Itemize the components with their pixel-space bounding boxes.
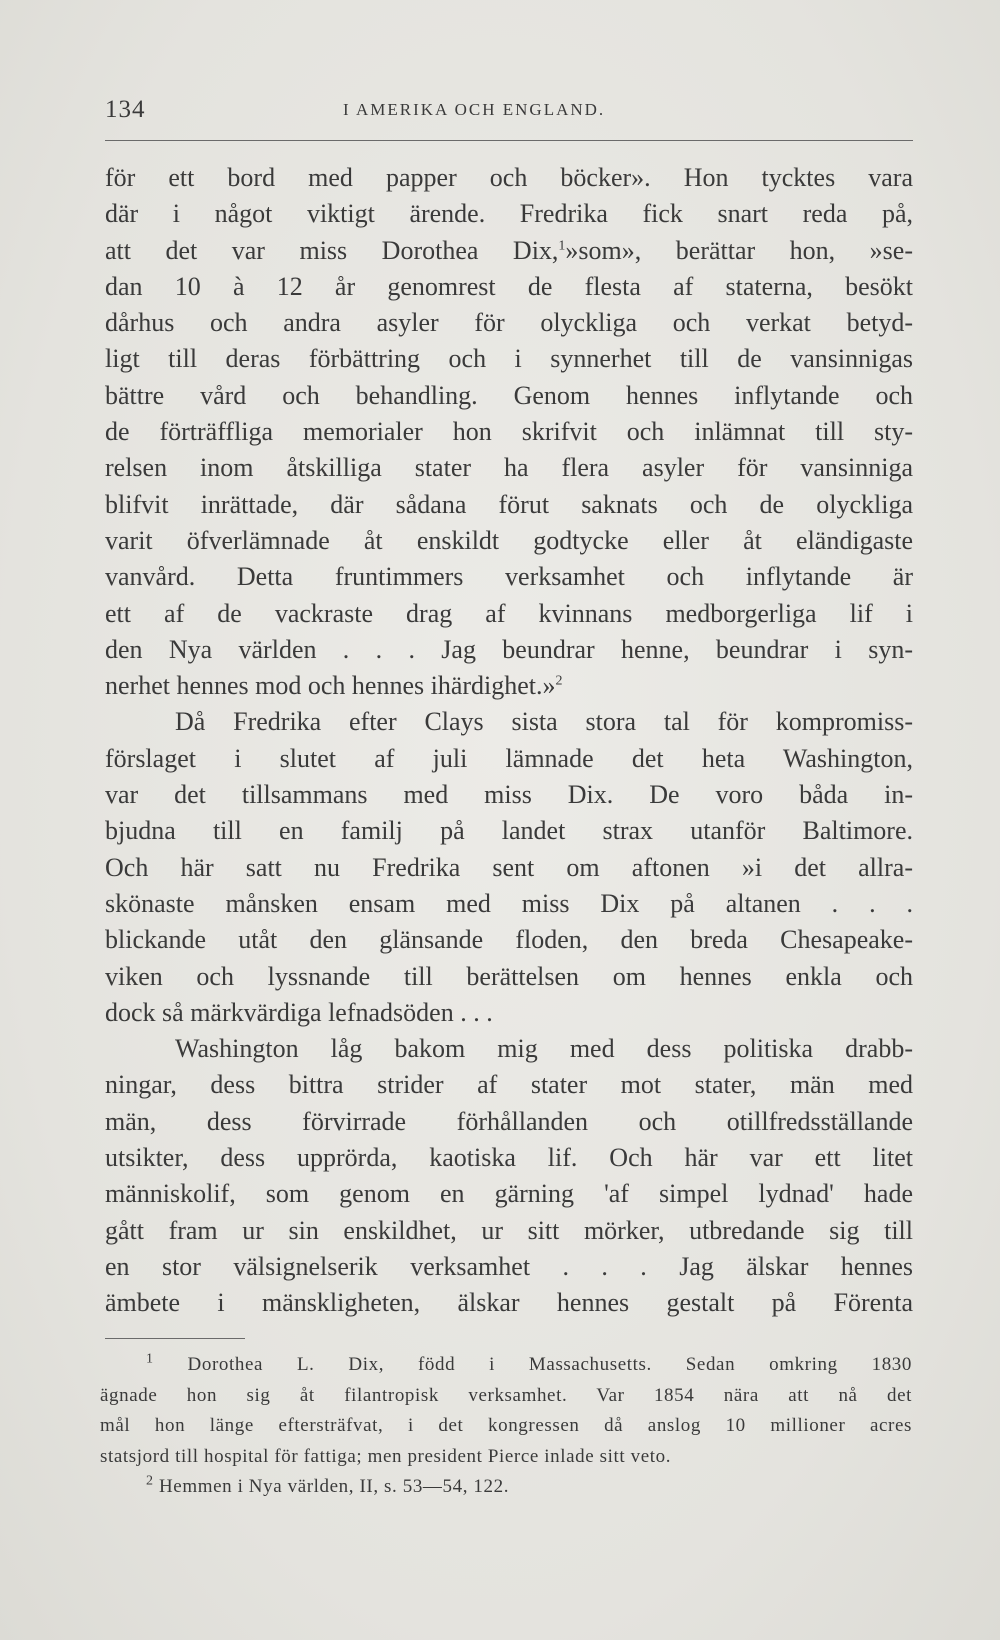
text-line: bättre vård och behandling. Genom hennes inflytande och xyxy=(105,380,913,410)
text-line: vanvård. Detta fruntimmers verksamhet och inflytande är xyxy=(105,562,913,592)
header-rule xyxy=(105,140,913,141)
text-line: blickande utåt den glänsande floden, den breda Chesapeake- xyxy=(105,925,913,955)
footnote-ref: 1 xyxy=(558,237,566,253)
footnote-mark: 1 xyxy=(146,1351,154,1367)
footnote-line: mål hon länge eftersträfvat, i det kongressen då anslog 10 millioner acres xyxy=(100,1415,912,1436)
text-line: förslaget i slutet af juli lämnade det heta Washington, xyxy=(105,743,913,773)
footnotes xyxy=(100,1350,912,1503)
footnote-text: Dorothea L. Dix, född i Massachusetts. Sedan omkring 1830 xyxy=(187,1354,912,1375)
text-line: var det tillsammans med miss Dix. De voro båda in- xyxy=(105,780,913,810)
footnote-line: ägnade hon sig åt filantropisk verksamhet. Var 1854 nära att nå det xyxy=(100,1384,912,1406)
text-line: människolif, som genom en gärning 'af simpel lydnad' hade xyxy=(105,1179,913,1209)
text-span: nerhet hennes mod och hennes ihärdighet.» xyxy=(105,671,556,701)
text-line: ligt till deras förbättring och i synnerhet till de vansinnigas xyxy=(105,344,913,374)
text-line: skönaste månsken ensam med miss Dix på altanen . . . xyxy=(105,888,913,918)
text-line: utsikter, dess upprörda, kaotiska lif. Och här var ett litet xyxy=(105,1143,913,1173)
text-line: ett af de vackraste drag af kvinnans medborgerliga lif i xyxy=(105,598,913,628)
text-line: män, dess förvirrade förhållanden och otillfredsställande xyxy=(105,1106,913,1136)
paragraph-start: Washington låg bakom mig med dess politiska drabb- xyxy=(175,1034,913,1064)
text-line: där i något viktigt ärende. Fredrika fick snart reda på, xyxy=(105,199,913,229)
text-line: Och här satt nu Fredrika sent om aftonen »i det allra- xyxy=(105,852,913,882)
text-line: den Nya världen . . . Jag beundrar henne, beundrar i syn- xyxy=(105,634,913,664)
text-line: dan 10 à 12 år genomrest de flesta af staterna, besökt xyxy=(105,271,913,301)
text-span: »som», berättar hon, »se- xyxy=(565,235,913,265)
text-line: bjudna till en familj på landet strax utanför Baltimore. xyxy=(105,816,913,846)
footnote-line xyxy=(100,1472,912,1503)
text-line: för ett bord med papper och böcker». Hon tycktes vara xyxy=(105,163,913,192)
page-number: 134 xyxy=(105,96,146,123)
text-line xyxy=(105,233,913,269)
footnote-line xyxy=(100,1350,912,1381)
text-line: de förträffliga memorialer hon skrifvit och inlämnat till sty- xyxy=(105,417,913,447)
paragraph-start: Då Fredrika efter Clays sista stora tal för kompromiss- xyxy=(175,707,913,737)
footnote-text: Hemmen i Nya världen, II, s. 53—54, 122. xyxy=(158,1476,510,1497)
footnote-ref: 2 xyxy=(555,673,563,689)
footnote-rule xyxy=(105,1338,245,1339)
running-title: I AMERIKA OCH ENGLAND. xyxy=(343,100,606,119)
text-line: ningar, dess bittra strider af stater mot stater, män med xyxy=(105,1070,913,1100)
text-line: gått fram ur sin enskildhet, ur sitt mörker, utbredande sig till xyxy=(105,1215,913,1245)
text-line: varit öfverlämnade åt enskildt godtycke eller åt eländigaste xyxy=(105,525,913,555)
text-line: dock så märkvärdiga lefnadsöden . . . xyxy=(105,997,493,1027)
text-span: att det var miss Dorothea Dix, xyxy=(105,235,559,265)
text-line: dårhus och andra asyler för olyckliga och verkat betyd- xyxy=(105,308,913,338)
text-line: en stor välsignelserik verksamhet . . . Jag älskar hennes xyxy=(105,1251,913,1281)
text-line: relsen inom åtskilliga stater ha flera asyler för vansinniga xyxy=(105,453,913,483)
text-line: ämbete i mänskligheten, älskar hennes gestalt på Förenta xyxy=(105,1288,913,1318)
footnote-mark: 2 xyxy=(146,1473,154,1489)
footnote-line: statsjord till hospital för fattiga; men president Pierce inlade sitt veto. xyxy=(100,1445,672,1467)
text-line: viken och lyssnande till berättelsen om hennes enkla och xyxy=(105,961,913,991)
text-line: blifvit inrättade, där sådana förut saknats och de olyckliga xyxy=(105,489,913,519)
running-head xyxy=(105,96,913,130)
text-line xyxy=(105,668,913,704)
body-text xyxy=(105,160,913,1322)
